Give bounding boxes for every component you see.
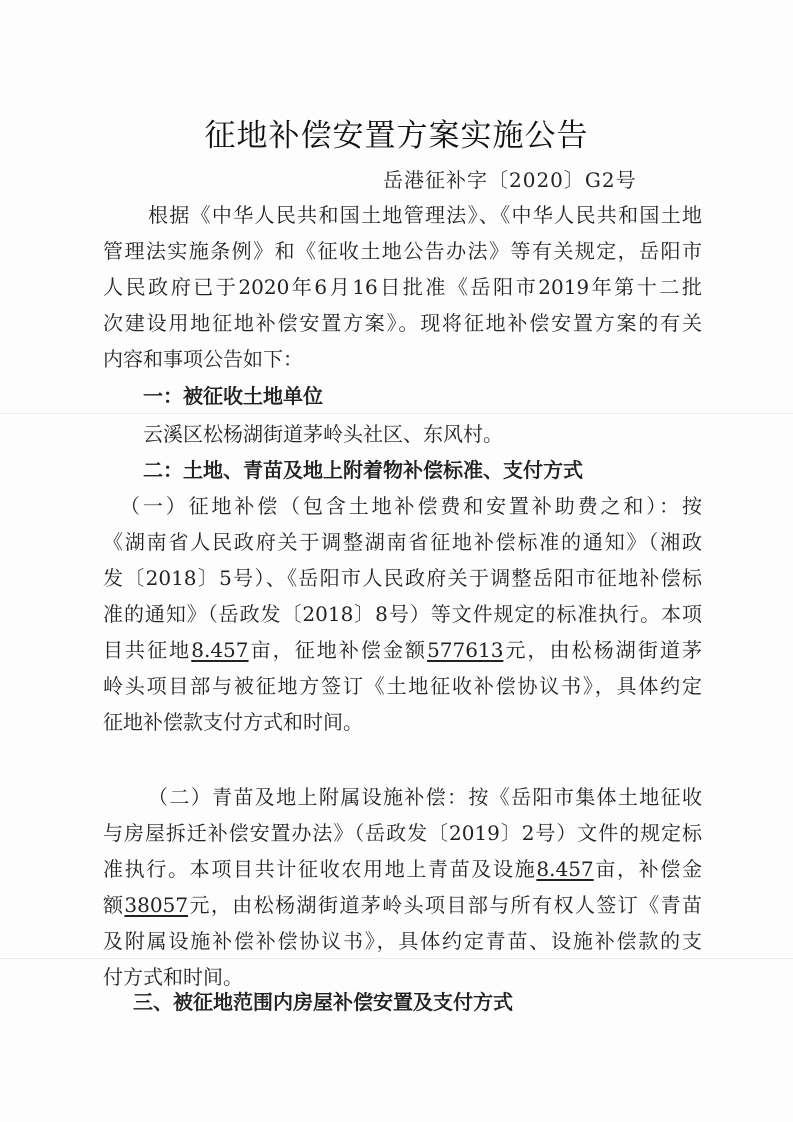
body-text-line xyxy=(148,202,702,228)
document-title: 征地补偿安置方案实施公告 xyxy=(204,118,589,154)
text-segment: 一：被征收土地单位 xyxy=(143,384,323,408)
section-heading xyxy=(143,457,583,483)
text-segment: 额 xyxy=(103,893,125,917)
body-text-line xyxy=(103,529,702,555)
body-text-line xyxy=(103,928,702,954)
body-text-line xyxy=(103,310,702,336)
text-segment: 亩，补偿金 xyxy=(593,857,703,881)
text-segment: 元，由松杨湖街道茅岭头项目部与所有权人签订《青苗 xyxy=(188,893,703,917)
text-segment: 三、被征地范围内房屋补偿安置及支付方式 xyxy=(133,990,513,1014)
text-segment: 《湖南省人民政府关于调整湖南省征地补偿标准的通知》（湘政 xyxy=(103,530,702,554)
underlined-value: 577613 xyxy=(427,638,504,662)
body-text-line xyxy=(103,346,303,372)
text-segment: 发〔2018〕5号）、《岳阳市人民政府关于调整岳阳市征地补偿标 xyxy=(103,566,702,590)
section-heading xyxy=(133,989,513,1015)
body-text-line xyxy=(103,856,702,882)
text-segment: 根据《中华人民共和国土地管理法》、《中华人民共和国土地 xyxy=(148,203,702,227)
text-segment: 亩，征地补偿金额 xyxy=(248,638,428,662)
text-segment: 云溪区松杨湖街道茅岭头社区、东风村。 xyxy=(143,422,503,446)
body-text-line xyxy=(103,637,702,663)
document-number: 岳港征补字〔2020〕G2号 xyxy=(383,168,637,192)
body-text-line xyxy=(103,709,363,735)
body-text-line xyxy=(103,964,243,990)
text-segment: （二）青苗及地上附属设施补偿：按《岳阳市集体土地征收 xyxy=(148,785,702,809)
body-text-line xyxy=(148,784,702,810)
text-segment: 付方式和时间。 xyxy=(103,965,243,989)
body-text-line xyxy=(103,892,702,918)
text-segment: 管理法实施条例》和《征收土地公告办法》等有关规定，岳阳市 xyxy=(103,239,702,263)
body-text-line xyxy=(103,601,702,627)
body-text-line xyxy=(103,565,702,591)
underlined-value: 38057 xyxy=(124,893,189,917)
underlined-value: 8.457 xyxy=(191,638,249,662)
body-text-line xyxy=(103,274,702,300)
text-segment: 准执行。本项目共计征收农用地上青苗及设施 xyxy=(103,857,537,881)
text-segment: 与房屋拆迁补偿安置办法》（岳政发〔2019〕2号）文件的规定标 xyxy=(103,821,702,845)
text-segment: 及附属设施补偿补偿协议书》，具体约定青苗、设施补偿款的支 xyxy=(103,929,702,953)
text-segment: 二：土地、青苗及地上附着物补偿标准、支付方式 xyxy=(143,458,583,482)
body-text-line xyxy=(103,820,702,846)
underlined-value: 8.457 xyxy=(536,857,594,881)
body-text-line xyxy=(143,421,503,447)
body-text-line xyxy=(103,673,702,699)
text-segment: 次建设用地征地补偿安置方案》。现将征地补偿安置方案的有关 xyxy=(103,311,702,335)
body-text-line xyxy=(103,238,702,264)
text-segment: 准的通知》（岳政发〔2018〕8号）等文件规定的标准执行。本项 xyxy=(103,602,702,626)
scan-artifact xyxy=(0,413,793,414)
text-segment: 人民政府已于2020年6月16日批准《岳阳市2019年第十二批 xyxy=(103,275,702,299)
text-segment: （一）征地补偿（包含土地补偿费和安置补助费之和）：按 xyxy=(120,494,702,518)
text-segment: 岭头项目部与被征地方签订《土地征收补偿协议书》，具体约定 xyxy=(103,674,702,698)
text-segment: 内容和事项公告如下： xyxy=(103,347,303,371)
body-text-line xyxy=(120,493,702,519)
section-heading xyxy=(143,383,323,409)
scan-artifact xyxy=(0,958,793,959)
text-segment: 元，由松杨湖街道茅 xyxy=(503,638,702,662)
text-segment: 目共征地 xyxy=(103,638,192,662)
text-segment: 征地补偿款支付方式和时间。 xyxy=(103,710,363,734)
